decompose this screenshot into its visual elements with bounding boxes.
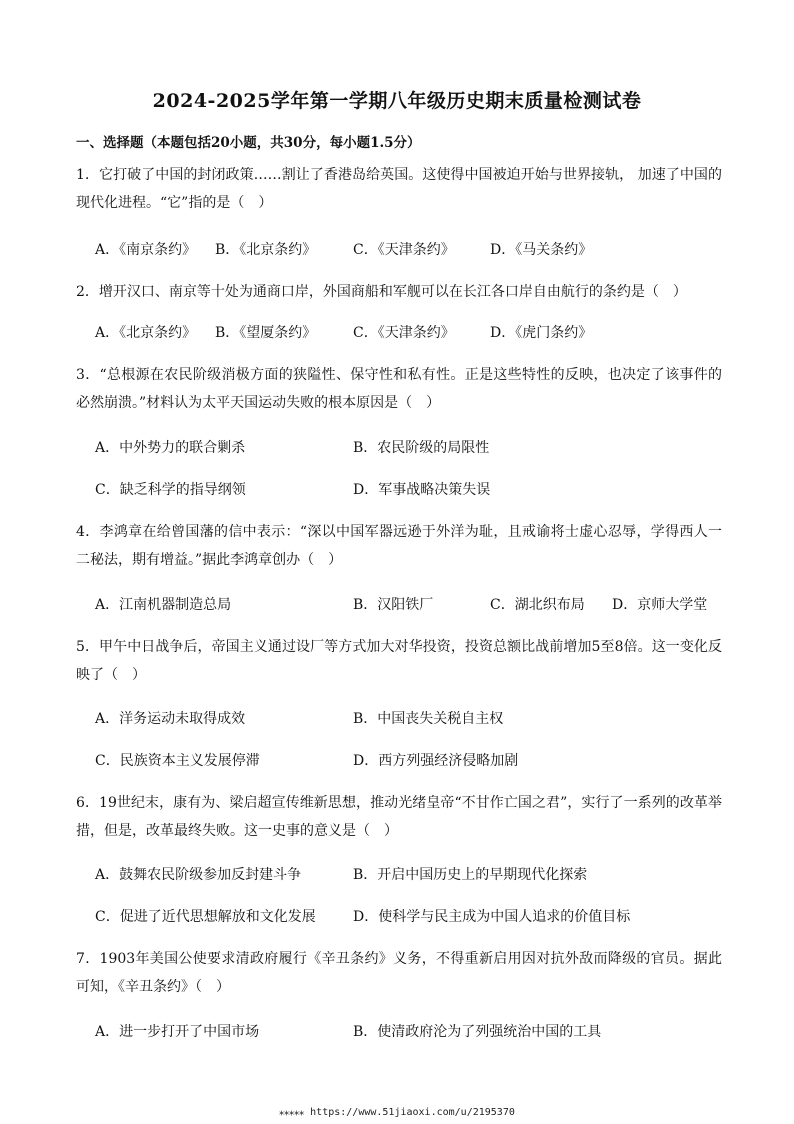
option-d[interactable]: D．《马关条约》 — [490, 242, 593, 258]
option-b[interactable]: B．农民阶级的局限性 — [353, 440, 490, 456]
option-a[interactable]: A．《南京条约》 — [95, 242, 197, 258]
question-4-stem: 4．李鸿章在给曾国藩的信中表示：“深以中国军器远逊于外洋为耻，且戒谕将士虚心忍辱，学得西人一二秘法，期有增益。”据此李鸿章创办（ ） — [76, 524, 722, 568]
question-3-options-row2 — [95, 479, 735, 501]
option-b[interactable]: B．《北京条约》 — [215, 242, 317, 258]
question-5-options-row2 — [95, 750, 735, 772]
question-2-stem: 2．增开汉口、南京等十处为通商口岸，外国商船和军舰可以在长江各口岸自由航行的条约是（ ） — [76, 284, 687, 300]
option-d[interactable]: D．西方列强经济侵略加剧 — [353, 753, 519, 769]
question-1-options — [95, 239, 735, 261]
question-5-options-row1 — [95, 708, 735, 730]
footer-watermark-url[interactable]: ⁎⁎⁎⁎⁎ https://www.51jiaoxi.com/u/2195370 — [279, 1107, 515, 1118]
option-c[interactable]: C．缺乏科学的指导纲领 — [95, 482, 246, 498]
option-a[interactable]: A．中外势力的联合剿杀 — [95, 440, 246, 456]
option-d[interactable]: D．《虎门条约》 — [490, 325, 593, 341]
question-7-stem: 7．1903年美国公使要求清政府履行《辛丑条约》义务，不得重新启用因对抗外敌而降级的官员。据此可知，《辛丑条约》（ ） — [76, 951, 722, 995]
question-5-stem: 5．甲午中日战争后，帝国主义通过设厂等方式加大对华投资，投资总额比战前增加5至8倍。这一变化反映了（ ） — [76, 639, 722, 683]
question-2-options — [95, 322, 735, 344]
option-d[interactable]: D．京师大学堂 — [612, 597, 708, 613]
question-3-stem: 3．“总根源在农民阶级消极方面的狭隘性、保守性和私有性。正是这些特性的反映，也决定了该事件的必然崩溃。”材料认为太平天国运动失败的根本原因是（ ） — [76, 367, 722, 411]
option-a[interactable]: A．进一步打开了中国市场 — [95, 1024, 260, 1040]
option-d[interactable]: D．使科学与民主成为中国人追求的价值目标 — [353, 909, 631, 925]
option-c[interactable]: C．湖北织布局 — [490, 597, 585, 613]
option-a[interactable]: A．《北京条约》 — [95, 325, 197, 341]
question-7-options — [95, 1021, 735, 1043]
option-b[interactable]: B．《望厦条约》 — [215, 325, 317, 341]
option-d[interactable]: D．军事战略决策失误 — [353, 482, 491, 498]
option-c[interactable]: C．促进了近代思想解放和文化发展 — [95, 909, 316, 925]
question-3-options-row1 — [95, 437, 735, 459]
question-6-options-row1 — [95, 864, 735, 886]
option-a[interactable]: A．洋务运动未取得成效 — [95, 711, 246, 727]
option-b[interactable]: B．开启中国历史上的早期现代化探索 — [353, 867, 588, 883]
question-1-stem: 1．它打破了中国的封闭政策……割让了香港岛给英国。这使得中国被迫开始与世界接轨， 加速了中国的现代化进程。“它”指的是（ ） — [76, 167, 722, 211]
question-6-stem: 6．19世纪末，康有为、梁启超宣传维新思想，推动光绪皇帝“不甘作亡国之君”，实行了一系列的改革举措，但是，改革最终失败。这一史事的意义是（ ） — [76, 795, 722, 839]
page-title: 2024-2025学年第一学期八年级历史期末质量检测试卷 — [152, 90, 642, 112]
question-6-options-row2 — [95, 906, 735, 928]
option-b[interactable]: B．汉阳铁厂 — [353, 597, 434, 613]
option-c[interactable]: C．《天津条约》 — [353, 325, 455, 341]
option-c[interactable]: C．民族资本主义发展停滞 — [95, 753, 260, 769]
question-4-options — [95, 594, 735, 616]
section-heading: 一、选择题（本题包括20小题，共30分，每小题1.5分） — [76, 135, 421, 151]
option-a[interactable]: A．江南机器制造总局 — [95, 597, 232, 613]
option-b[interactable]: B．使清政府沦为了列强统治中国的工具 — [353, 1024, 602, 1040]
option-c[interactable]: C．《天津条约》 — [353, 242, 455, 258]
option-a[interactable]: A．鼓舞农民阶级参加反封建斗争 — [95, 867, 302, 883]
option-b[interactable]: B．中国丧失关税自主权 — [353, 711, 504, 727]
